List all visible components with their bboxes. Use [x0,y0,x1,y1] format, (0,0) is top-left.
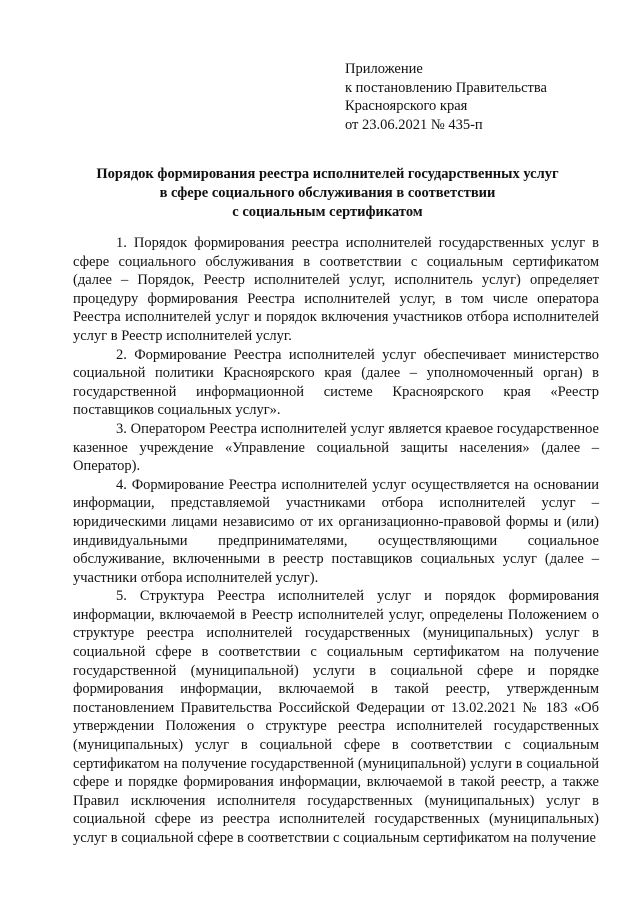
paragraph-1: 1. Порядок формирования реестра исполнителей государственных услуг в сфере социального обслуживания в соответствии с социальным сертификатом (далее – Порядок, Реестр исполнителей услуг, исполнитель услуг) определяет процедуру формирования Реестра исполнителей услуг, в том числе оператора Реестра исполнителей услуг и порядок включения участников отбора исполнителей услуг в Реестр исполнителей услуг. [73,235,599,344]
document-title [60,165,595,222]
title-line: Порядок формирования реестра исполнителей государственных услуг [96,166,559,182]
document-body [73,234,599,848]
appendix-line: Приложение [345,61,423,77]
appendix-block [345,60,547,134]
paragraph-4: 4. Формирование Реестра исполнителей услуг осуществляется на основании информации, представляемой участниками отбора исполнителей услуг – юридическими лицами независимо от их организационно-правовой формы и (или) индивидуальными предпринимателями, осуществляющими социальное обслуживание, включенными в реестр поставщиков социальных услуг (далее – участники отбора исполнителей услуг). [73,476,599,586]
appendix-line: к постановлению Правительства [345,79,547,96]
title-line: с социальным сертификатом [232,204,423,220]
appendix-line: Красноярского края [345,98,468,114]
paragraph-2: 2. Формирование Реестра исполнителей услуг обеспечивает министерство социальной политики Красноярского края (далее – уполномоченный орган) в государственной информационной системе Красноярского края «Реестр поставщиков социальных услуг». [73,346,599,419]
title-line: в сфере социального обслуживания в соответствии [159,185,496,201]
paragraph-5: 5. Структура Реестра исполнителей услуг и порядок формирования информации, включаемой в Реестр исполнителей услуг, определены Положением о структуре реестра исполнителей государственных (муниципальных) услуг в социальной сфере в соответствии с социальным сертификатом на получение государственной (муниципальной) услуги в социальной сфере и порядке формирования информации, включаемой в такой реестр, утвержденным постановлением Правительства Российской Федерации от 13.02.2021 № 183 «Об утверждении Положения о структуре реестра исполнителей государственных (муниципальных) услуг в социальной сфере в соответствии с социальным сертификатом на получение государственной (муниципальной) услуги в социальной сфере и порядке формирования информации, включаемой в такой реестр, а также Правил исключения исполнителя государственных (муниципальных) услуг в социальной сфере из реестра исполнителей государственных (муниципальных) услуг в социальной сфере в соответствии с социальным сертификатом на получение [73,588,599,846]
paragraph-3: 3. Оператором Реестра исполнителей услуг является краевое государственное казенное учреждение «Управление социальной защиты населения» (далее – Оператор). [73,420,599,475]
appendix-date-line: от 23.06.2021 № 435-п [345,116,483,133]
